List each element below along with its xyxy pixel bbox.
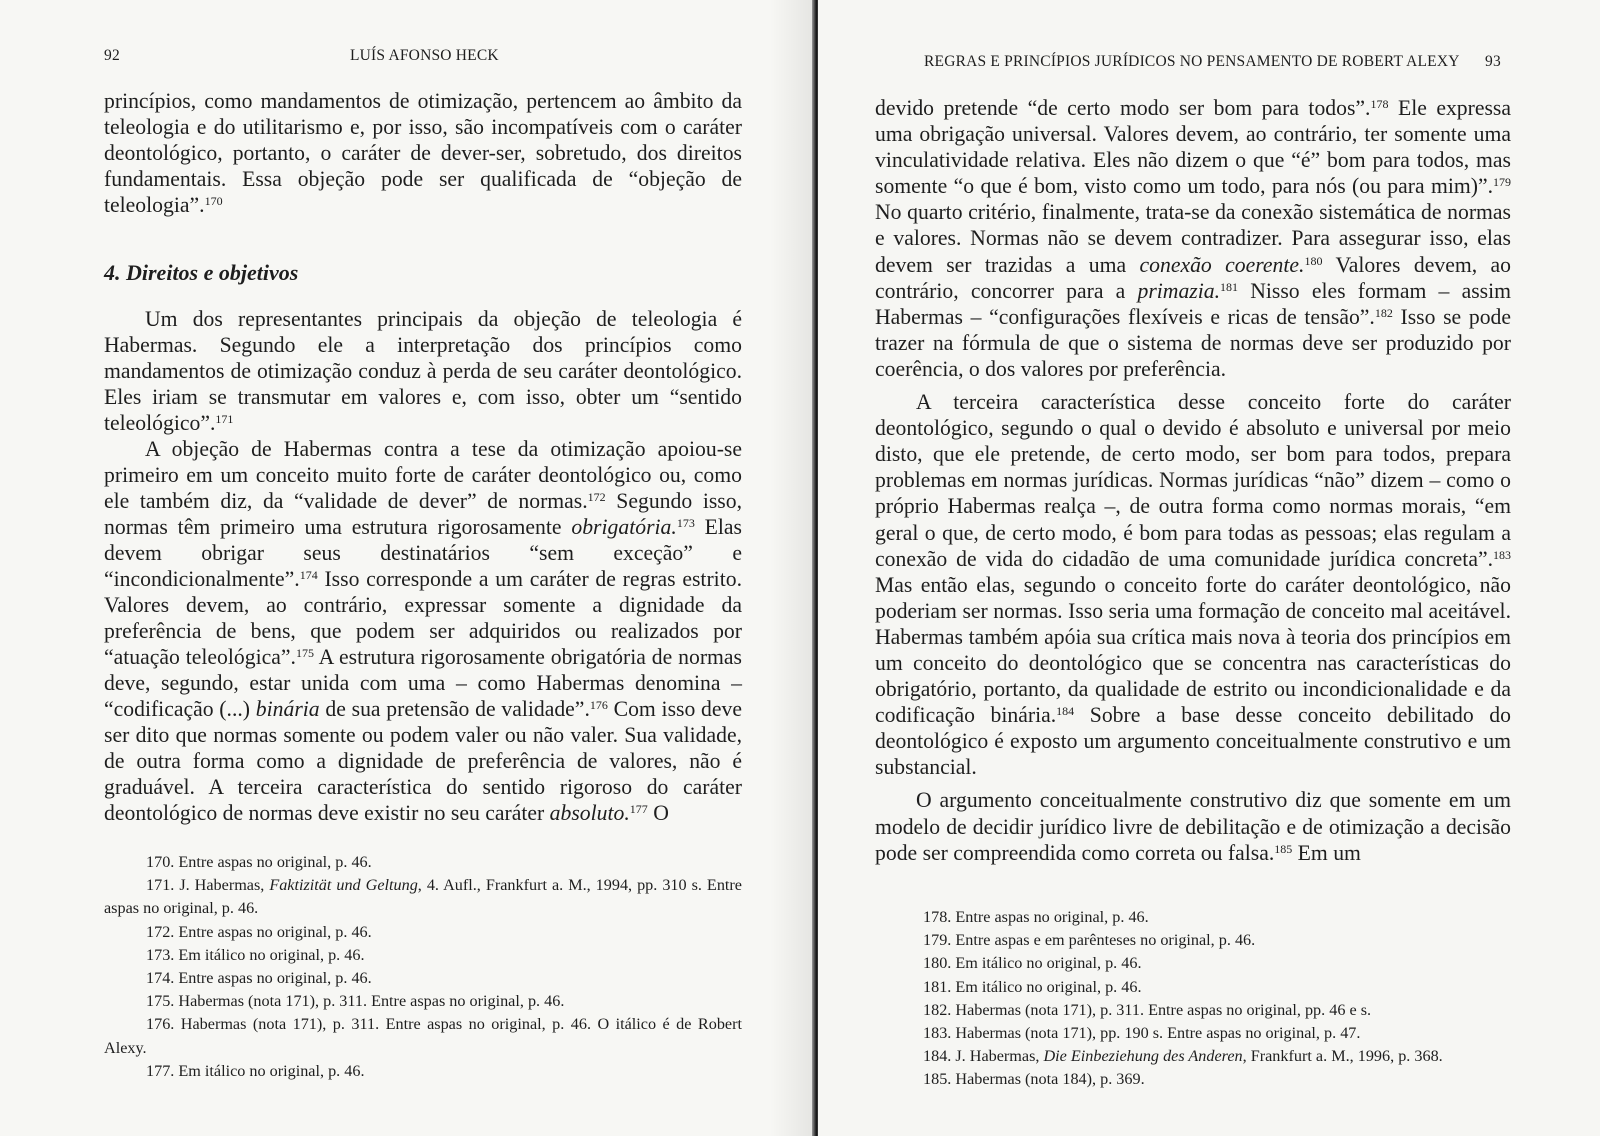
body-text [875,95,1511,866]
footnote: 177. Em itálico no original, p. 46. [146,1061,365,1080]
footnotes [923,906,1523,1092]
footnote-ref[interactable]: 171 [215,412,234,426]
running-head: REGRAS E PRINCÍPIOS JURÍDICOS NO PENSAMENTO DE ROBERT ALEXY [924,53,1460,70]
right-page [818,0,1600,1136]
footnote: 182. Habermas (nota 171), p. 311. Entre aspas no original, pp. 46 e s. [923,1000,1372,1019]
paragraph: Um dos representantes principais da objeção de teleologia é Habermas. Segundo ele a interpretação dos princípios como mandamentos de otimização conduz à perda de seu caráter deontológico. Eles iriam se transmutar em valores e, com isso, obter um “sentido teleológico”.$^{171}$ [104,307,742,435]
footnote-ref[interactable]: 174 [299,568,318,582]
footnote: 172. Entre aspas no original, p. 46. [146,922,372,941]
footnote: 170. Entre aspas no original, p. 46. [146,853,372,871]
footnote: 179. Entre aspas e em parênteses no original, p. 46. [923,931,1256,950]
footnotes [104,851,742,1083]
section-heading: 4. Direitos e objetivos [104,260,299,285]
footnote: 171. J. Habermas, Faktizität und Geltung, 4. Aufl., Frankfurt a. M., 1994, pp. 310 s. Entre aspas no original, p. 46. [104,876,742,918]
footnote-ref[interactable]: 185 [1274,841,1293,856]
footnote-ref[interactable]: 170 [204,194,223,208]
footnote-ref[interactable]: 182 [1374,305,1393,320]
footnote: 175. Habermas (nota 171), p. 311. Entre aspas no original, p. 46. [146,992,565,1011]
footnote-ref[interactable]: 179 [1493,175,1511,190]
footnote-ref[interactable]: 176 [589,698,608,712]
footnote: 184. J. Habermas, Die Einbeziehung des Anderen, Frankfurt a. M., 1996, p. 368. [923,1047,1443,1066]
gutter-shadow [770,0,812,1136]
footnote-ref[interactable]: 172 [587,490,606,504]
paragraph: devido pretende “de certo modo ser bom para todos”.$^{178}$ Ele expressa uma obrigação universal. Valores devem, ao contrário, ter somente uma vinculatividade relativa. Eles não dizem o que “é” bom para todos, mas somente “o que é bom, visto como um todo, para nós (ou para mim)”.$^{179}$ No quarto critério, finalmente, trata-se da conexão sistemática de normas e valores. Normas não se devem contradizer. Para assegurar isso, elas devem ser trazidas a uma conexão coerente.$^{180}$ Valores devem, ao contrário, concorrer para a primazia.$^{181}$ Nisso eles formam – assim Habermas – “configurações flexíveis e ricas de tensão”.$^{182}$ Isso se pode trazer na fórmula de que o sistema de normas deve ser produzido por coerência, o dos valores por preferência. [875,96,1512,381]
footnote-ref[interactable]: 180 [1304,253,1323,268]
footnote: 185. Habermas (nota 184), p. 369. [923,1070,1145,1089]
footnote: 173. Em itálico no original, p. 46. [146,945,365,964]
footnote: 183. Habermas (nota 171), pp. 190 s. Entre aspas no original, p. 47. [923,1024,1361,1043]
footnote-ref[interactable]: 184 [1056,704,1075,719]
footnote: 181. Em itálico no original, p. 46. [923,977,1142,996]
page-number: 92 [104,47,120,64]
footnote: 174. Entre aspas no original, p. 46. [146,969,372,988]
footnote-ref[interactable]: 173 [676,516,695,530]
paragraph: princípios, como mandamentos de otimização, pertencem ao âmbito da teleologia e do utilitarismo e, por isso, são incompatíveis com o caráter deontológico, portanto, o caráter de dever-ser, sobretudo, dos direitos fundamentais. Essa objeção pode ser qualificada de “objeção de teleologia”.$^{170}$ [104,89,742,217]
footnote-ref[interactable]: 175 [295,646,314,660]
footnote: 176. Habermas (nota 171), p. 311. Entre aspas no original, p. 46. O itálico é de Robert Alexy. [104,1015,742,1057]
body-text [104,88,742,826]
footnote-ref[interactable]: 183 [1493,547,1511,562]
page-number: 93 [1485,53,1501,70]
footnote-ref[interactable]: 177 [629,802,648,816]
footnote-ref[interactable]: 178 [1370,97,1389,111]
footnote-ref[interactable]: 181 [1220,279,1239,294]
paragraph: A terceira característica desse conceito forte do caráter deontológico, segundo o qual o devido é absoluto e universal por meio disto, que ele pretende, de certo modo, ser bom para todos, prepara problemas em normas jurídicas. Normas jurídicas “não” dizem – como o próprio Habermas realça –, de outra forma como normas morais, “em geral o que, de certo modo, é bom para todas as pessoas; elas regulam a conexão de vida do cidadão de uma comunidade jurídica concreta”.$^{183}$ Mas então elas, segundo o conceito forte do caráter deontológico, não poderiam ser normas. Isso seria uma formação de conceito mal aceitável. Habermas também apóia sua crítica mais nova à teoria dos princípios em um conceito do deontológico que se concentra nas características do obrigatório, portanto, da qualidade de estrito ou incondicionalidade e da codificação binária.$^{184}$ Sobre a base desse conceito debilitado do deontológico é exposto um argumento conceitualmente construtivo e um substancial. [875,390,1511,780]
running-head: LUÍS AFONSO HECK [350,47,499,64]
footnote: 178. Entre aspas no original, p. 46. [923,908,1149,926]
footnote: 180. Em itálico no original, p. 46. [923,954,1142,973]
paragraph: A objeção de Habermas contra a tese da otimização apoiou-se primeiro em um conceito muito forte de caráter deontológico ou, como ele também diz, da “validade de dever” de normas.$^{172}$ Segundo isso, normas têm primeiro uma estrutura rigorosamente obrigatória.$^{173}$ Elas devem obrigar seus destinatários “sem exceção” e “incondicionalmente”.$^{174}$ Isso corresponde a um caráter de regras estrito. Valores devem, ao contrário, expressar somente a dignidade da preferência de bens, que podem ser adquiridos ou realizados por “atuação teleológica”.$^{175}$ A estrutura rigorosamente obrigatória de normas deve, segundo, estar unida com uma – como Habermas denomina – “codificação (...) binária de sua pretensão de validade”.$^{176}$ Com isso deve ser dito que normas somente ou podem valer ou não valer. Sua validade, de outra forma como a dignidade de preferência de valores, não é graduável. A terceira característica do sentido rigoroso do caráter deontológico de normas deve existir no seu caráter absoluto.$^{177}$ O [104,437,742,825]
paragraph: O argumento conceitualmente construtivo diz que somente em um modelo de decidir jurídico livre de debilitação e de otimização a decisão pode ser compreendida como correta ou falsa.$^{185}$ Em um [875,788,1511,865]
